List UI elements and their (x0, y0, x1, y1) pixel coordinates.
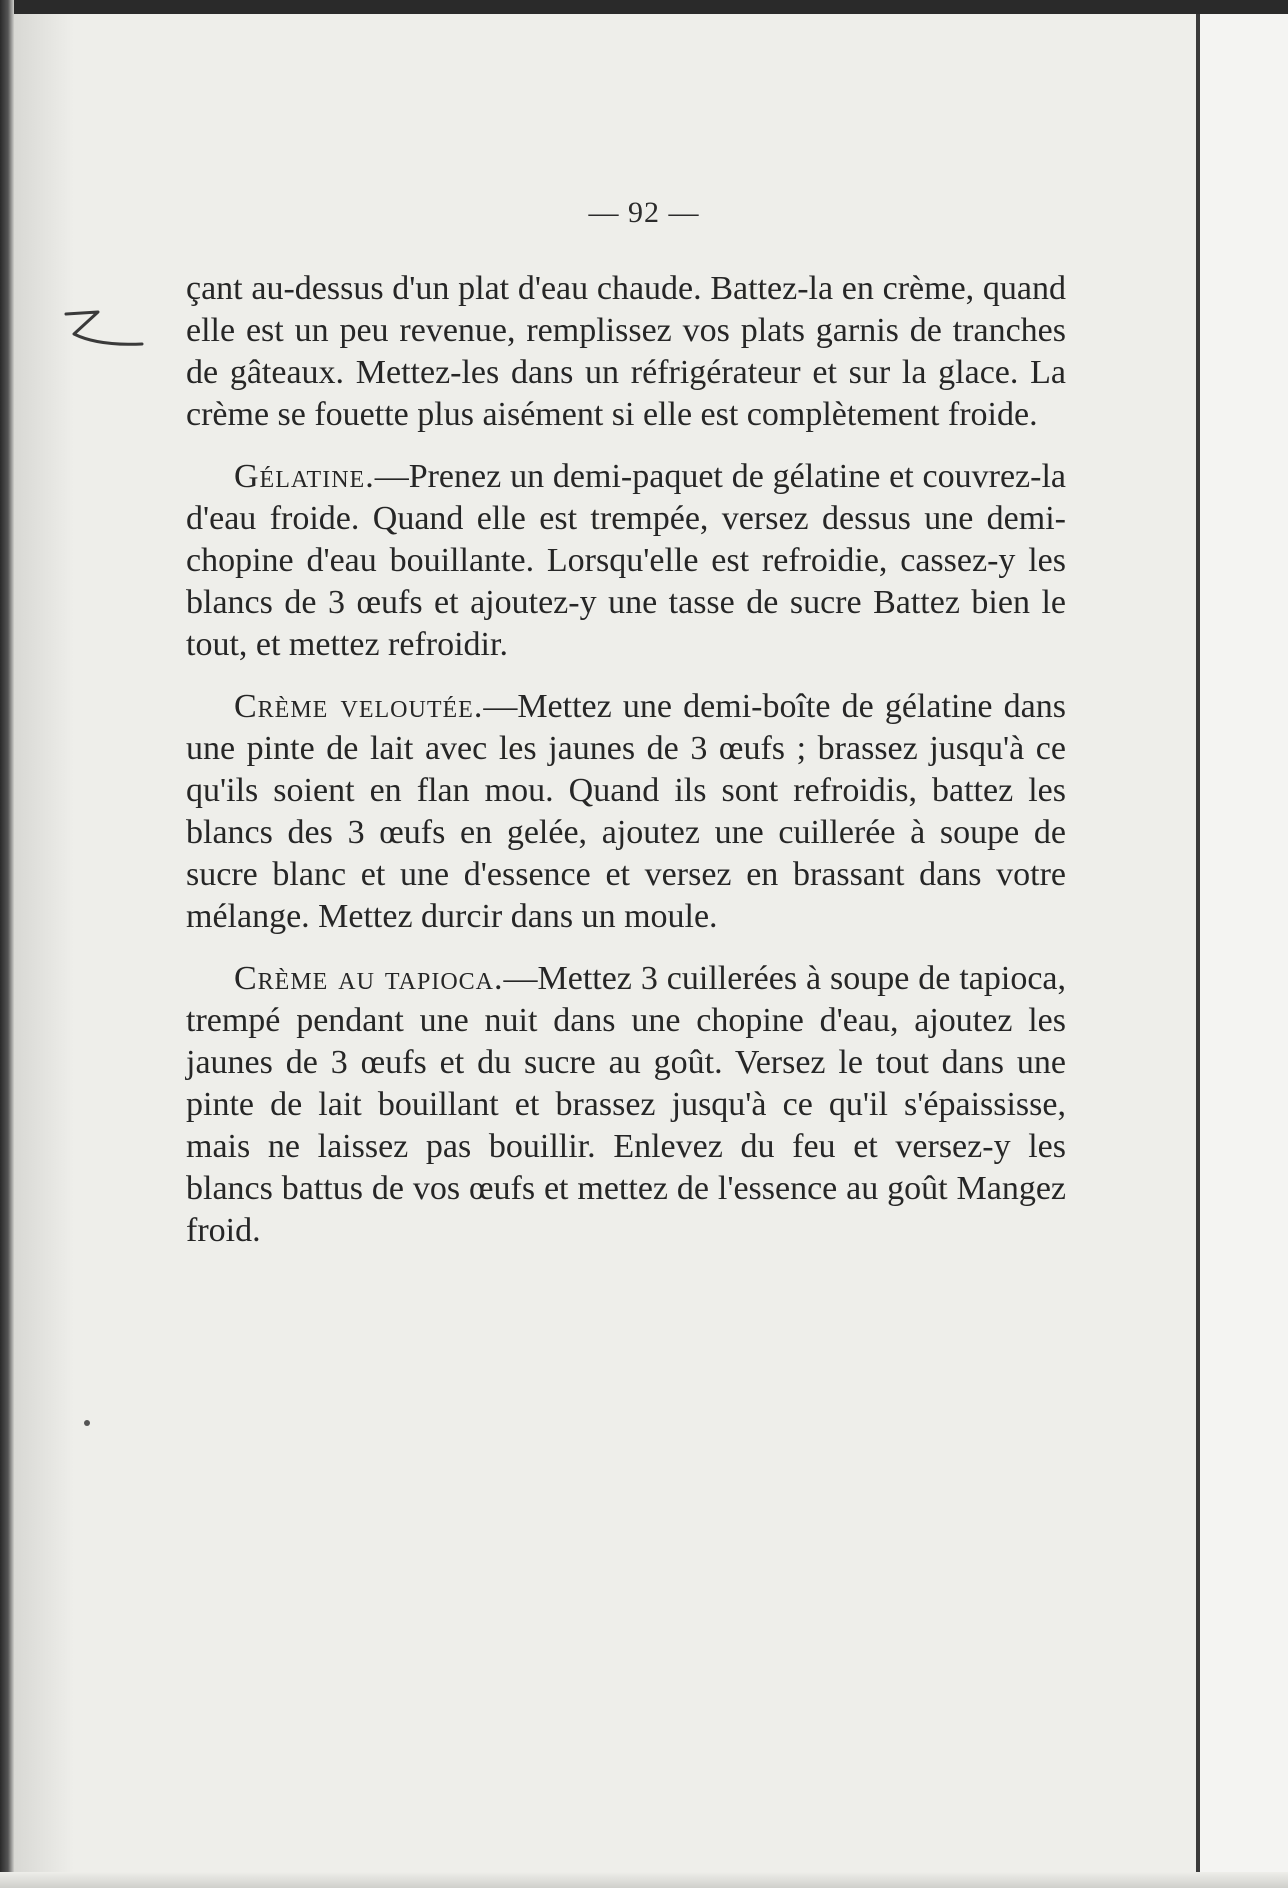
recipe-heading: Crème veloutée. (234, 688, 484, 725)
paragraph-continuation (186, 268, 1066, 436)
paragraph-text: çant au-dessus d'un plat d'eau chaude. Battez-la en crème, quand elle est un peu revenue, remplissez vos plats garnis de tranches de gâteaux. Mettez-les dans un réfrigérateur et sur la glace. La crème se fouette plus aisément si elle est complètement froide. (186, 270, 1066, 433)
scan-bottom-edge (0, 1872, 1288, 1888)
recipe-heading: Gélatine. (234, 458, 375, 495)
page-gutter (14, 14, 74, 1874)
recipe-text: —Mettez 3 cuillerées à soupe de tapioca, trempé pendant une nuit dans une chopine d'eau, ajoutez les jaunes de 3 œufs et du sucre au goût. Versez le tout dans une pinte de lait bouillant et brassez jusqu'à ce qu'il s'épaississe, mais ne laissez pas bouillir. Enlevez du feu et versez-y les blancs battus de vos œufs et mettez de l'essence au goût Mangez froid. (186, 960, 1067, 1249)
page-number: — 92 — (588, 196, 700, 229)
page-body (186, 268, 1066, 1272)
recipe-text: —Prenez un demi-paquet de gélatine et couvrez-la d'eau froide. Quand elle est trempée, versez dessus une demi-chopine d'eau bouillante. Lorsqu'elle est refroidie, cassez-y les blancs de 3 œufs et ajoutez-y une tasse de sucre Battez bien le tout, et mettez refroidir. (186, 458, 1066, 663)
scan-top-edge (0, 0, 1288, 14)
recipe-creme-veloutee (186, 686, 1066, 938)
recipe-creme-tapioca (186, 958, 1066, 1252)
adjacent-page-margin (1200, 14, 1288, 1888)
ink-speck (84, 1420, 90, 1426)
recipe-text: —Mettez une demi-boîte de gélatine dans une pinte de lait avec les jaunes de 3 œufs ; brassez jusqu'à ce qu'ils soient en flan mou. Quand ils sont refroidis, battez les blancs des 3 œufs en gelée, ajoutez une cuillerée à soupe de sucre blanc et une d'essence et versez en brassant dans votre mélange. Mettez durcir dans un moule. (186, 688, 1066, 935)
recipe-gelatine (186, 456, 1066, 666)
scan-left-edge (0, 0, 14, 1888)
recipe-heading: Crème au tapioca. (234, 960, 504, 997)
pencil-mark-icon (58, 300, 148, 360)
